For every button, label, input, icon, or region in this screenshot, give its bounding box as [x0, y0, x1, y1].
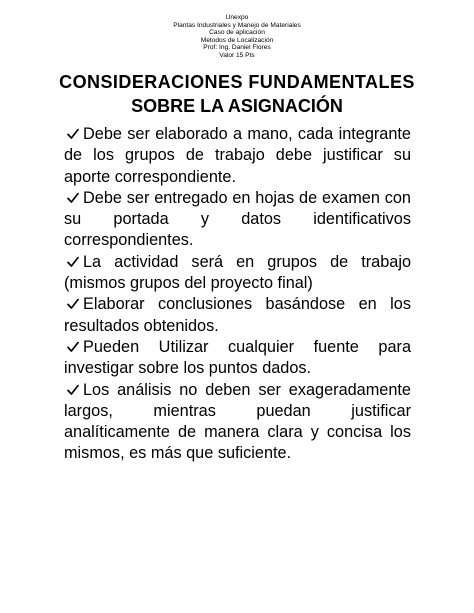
- list-item-text: Los análisis no deben ser exageradamente largos, mientras puedan justificar analíticamente de manera clara y concisa los mismos, es más que suficiente.: [64, 380, 411, 463]
- list-item-text: Elaborar conclusiones basándose en los resultados obtenidos.: [64, 295, 411, 335]
- header-professor: Prof: Ing. Daniel Flores: [203, 44, 271, 52]
- list-item: [64, 337, 411, 380]
- list-item-text: Debe ser entregado en hojas de examen con su portada y datos identificativos correspondientes.: [64, 188, 411, 250]
- list-item: [64, 380, 411, 465]
- list-item: [64, 188, 411, 252]
- header-assignment-type: Caso de aplicación: [209, 29, 265, 37]
- checkmark-icon: [67, 341, 79, 353]
- list-item-text: Pueden Utilizar cualquier fuente para investigar sobre los puntos dados.: [64, 337, 411, 378]
- page-title: [0, 70, 474, 118]
- checkmark-icon: [67, 298, 79, 310]
- list-item: [64, 252, 411, 295]
- checkmark-icon: [67, 256, 79, 268]
- header-topic: Metodos de Localización: [200, 36, 274, 44]
- header-course: Plantas Industriales y Manejo de Materiales: [173, 21, 301, 29]
- title-line-1: CONSIDERACIONES FUNDAMENTALES: [59, 72, 415, 92]
- header-value: Valor 15 Pts: [219, 51, 255, 59]
- list-item-text: La actividad será en grupos de trabajo (mismos grupos del proyecto final): [64, 252, 411, 293]
- course-header: [0, 14, 474, 60]
- checkmark-icon: [67, 192, 79, 204]
- checkmark-icon: [67, 128, 79, 140]
- considerations-list: [64, 124, 411, 465]
- list-item-text: Debe ser elaborado a mano, cada integrante de los grupos de trabajo debe justificar su aporte correspondiente.: [64, 125, 411, 186]
- header-institution: Unexpo: [225, 14, 249, 21]
- list-item: [64, 124, 411, 188]
- title-line-2: SOBRE LA ASIGNACIÓN: [131, 96, 343, 116]
- checkmark-icon: [67, 384, 79, 396]
- list-item: [64, 294, 411, 337]
